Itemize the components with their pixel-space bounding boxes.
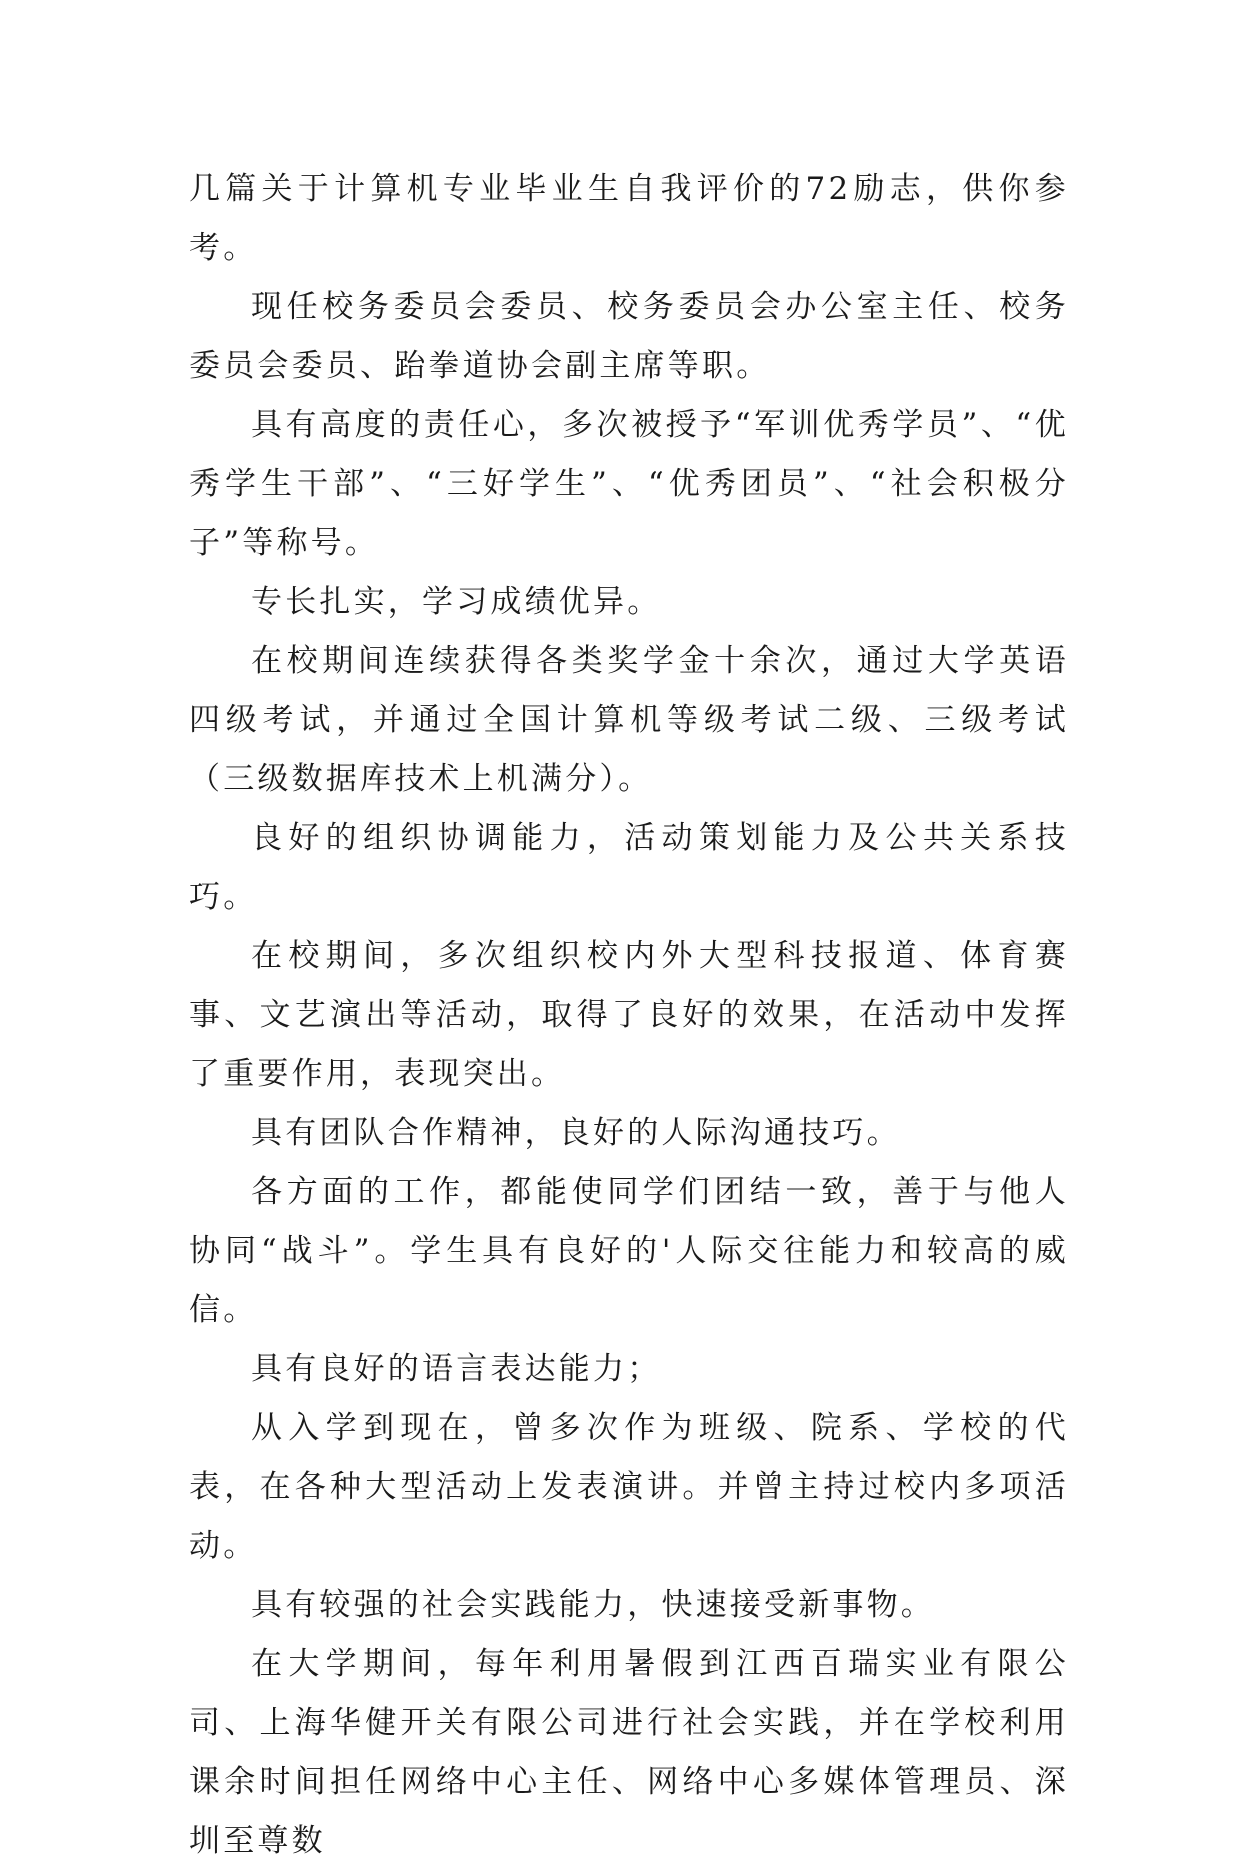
paragraph-activities: 在校期间，多次组织校内外大型科技报道、体育赛事、文艺演出等活动，取得了良好的效果，在活动中发挥了重要作用，表现突出。 bbox=[189, 938, 1069, 1092]
paragraph-positions: 现任校务委员会委员、校务委员会办公室主任、校务委员会委员、跆拳道协会副主席等职。 bbox=[189, 289, 1069, 384]
paragraph-organization: 良好的组织协调能力，活动策划能力及公共关系技巧。 bbox=[189, 820, 1069, 915]
paragraph-intro: 几篇关于计算机专业毕业生自我评价的72励志，供你参考。 bbox=[189, 171, 1069, 266]
paragraph-honors: 具有高度的责任心，多次被授予“军训优秀学员”、“优秀学生干部”、“三好学生”、“优秀团员”、“社会积极分子”等称号。 bbox=[189, 407, 1069, 561]
paragraph-specialty: 专长扎实，学习成绩优异。 bbox=[251, 584, 662, 620]
paragraph-scholarships: 在校期间连续获得各类奖学金十余次，通过大学英语四级考试，并通过全国计算机等级考试二级、三级考试（三级数据库技术上机满分）。 bbox=[189, 643, 1069, 797]
paragraph-internships: 在大学期间，每年利用暑假到江西百瑞实业有限公司、上海华健开关有限公司进行社会实践，并在学校利用课余时间担任网络中心主任、网络中心多媒体管理员、深圳至尊数 bbox=[189, 1646, 1069, 1859]
paragraph-expression: 具有良好的语言表达能力； bbox=[251, 1351, 662, 1387]
paragraph-teamwork: 具有团队合作精神，良好的人际沟通技巧。 bbox=[251, 1115, 901, 1151]
paragraph-speeches: 从入学到现在，曾多次作为班级、院系、学校的代表，在各种大型活动上发表演讲。并曾主持过校内多项活动。 bbox=[189, 1410, 1069, 1564]
paragraph-cooperation: 各方面的工作，都能使同学们团结一致，善于与他人协同“战斗”。学生具有良好的'人际交往能力和较高的威信。 bbox=[189, 1174, 1069, 1328]
paragraph-practice: 具有较强的社会实践能力，快速接受新事物。 bbox=[251, 1587, 935, 1623]
document-body bbox=[189, 160, 1069, 1871]
